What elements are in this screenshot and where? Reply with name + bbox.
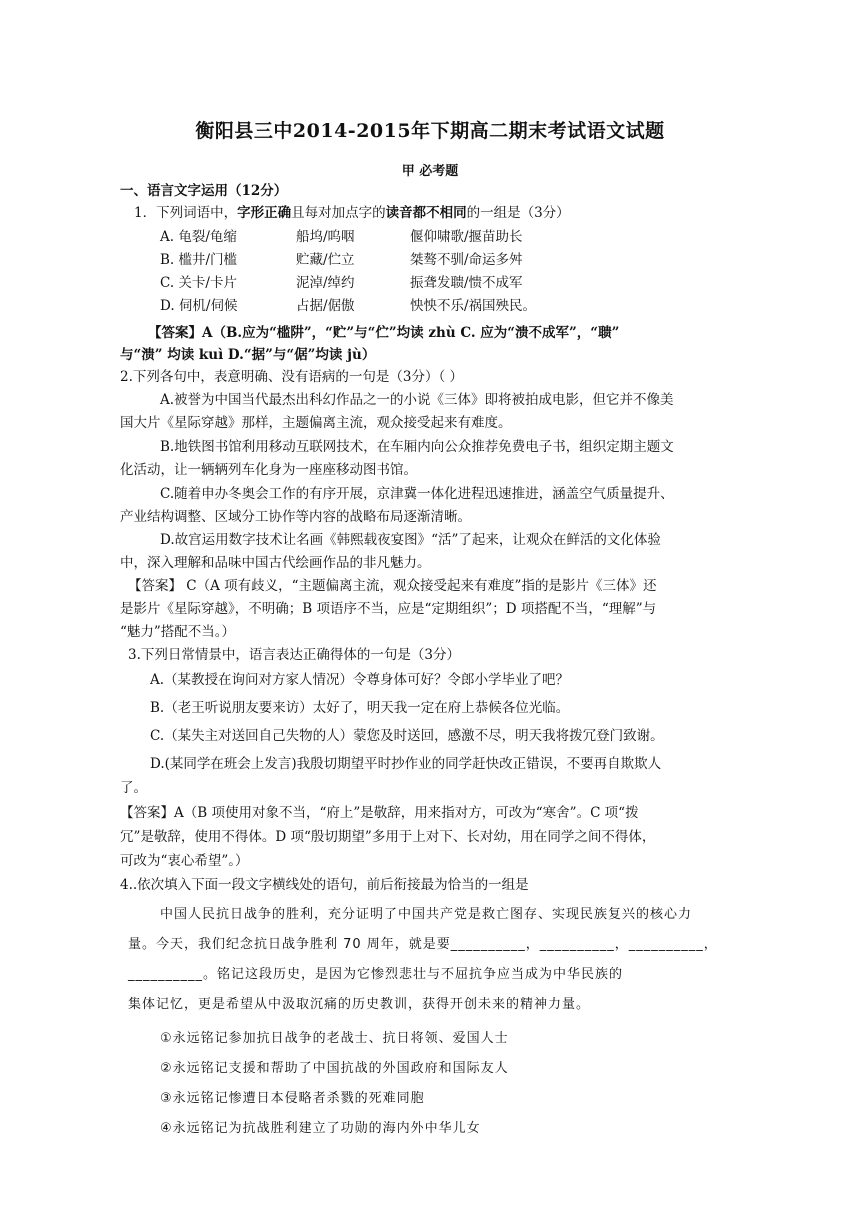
q1-option-row <box>160 227 760 247</box>
q3-option-b: B.（老王听说朋友要来访）太好了，明天我一定在府上恭候各位光临。 <box>150 700 570 716</box>
q3-answer-line: 冗”是敬辞，使用不得体。D 项“殷切期望”多用于上对下、长对幼，用在同学之间不得体， <box>120 829 656 845</box>
q4-stem: 4..依次填入下面一段文字横线处的语句，前后衔接最为恰当的一组是 <box>120 877 529 893</box>
q4-passage-line: __________。铭记这段历史，是因为它惨烈悲壮与不屈抗争应当成为中华民族的 <box>128 967 624 982</box>
q1-option-d-col2: 占据/倨傲 <box>296 298 355 314</box>
q2-answer-line: “魅力”搭配不当。） <box>120 624 236 640</box>
q1-option-row <box>160 296 760 316</box>
q2-option-d-cont: 中，深入理解和品味中国古代绘画作品的非凡魅力。 <box>120 555 431 571</box>
q1-option-b-col2: 贮藏/伫立 <box>296 252 355 268</box>
q1-option-b-col1: B. 槛井/门槛 <box>160 252 238 268</box>
q2-option-c: C.随着申办冬奥会工作的有序开展，京津冀一体化进程迅速推进，涵盖空气质量提升、 <box>160 486 674 502</box>
q1-option-c-col2: 泥淖/绰约 <box>296 275 355 291</box>
q2-answer-line: 【答案】 C（A 项有歧义，“主题偏离主流，观众接受起来有难度”指的是影片《三体》还 <box>128 578 657 594</box>
q3-option-d-cont: 了。 <box>120 780 147 796</box>
q2-option-d: D.故宫运用数字技术让名画《韩熙载夜宴图》“活”了起来，让观众在鲜活的文化体验 <box>160 532 661 548</box>
q1-stem-emphasis: 读音都不相同 <box>385 205 467 221</box>
q2-option-c-cont: 产业结构调整、区域分工协作等内容的战略布局逐渐清晰。 <box>120 509 471 525</box>
q4-option-1: ①永远铭记参加抗日战争的老战士、抗日将领、爱国人士 <box>160 1031 509 1046</box>
q3-option-c: C.（某失主对送回自己失物的人）蒙您及时送回，感激不尽，明天我将拨冗登门致谢。 <box>150 728 664 744</box>
q1-option-row <box>160 273 760 293</box>
q1-option-b-col3: 桀骜不驯/命运多舛 <box>410 252 523 268</box>
q4-passage-line: 中国人民抗日战争的胜利，充分证明了中国共产党是救亡图存、实现民族复兴的核心力 <box>160 907 693 922</box>
q4-option-3: ③永远铭记惨遭日本侵略者杀戮的死难同胞 <box>160 1091 425 1106</box>
q1-option-d-col1: D. 伺机/伺候 <box>160 298 238 314</box>
q4-passage-line: 集体记忆，更是希望从中汲取沉痛的历史教训，获得开创未来的精神力量。 <box>128 997 591 1012</box>
q3-stem: 3.下列日常情景中，语言表达正确得体的一句是（3分） <box>128 647 460 663</box>
q1-option-d-col3: 怏怏不乐/祸国殃民。 <box>410 298 537 314</box>
q4-option-2: ②永远铭记支援和帮助了中国抗战的外国政府和国际友人 <box>160 1061 509 1076</box>
q4-option-4: ④永远铭记为抗战胜利建立了功勋的海内外中华儿女 <box>160 1121 481 1136</box>
q1-answer-line: 【答案】A（B.应为“槛阱”，“贮”与“伫”均读 zhù C. 应为“溃不成军”，“聩” <box>148 325 620 341</box>
q2-option-b-cont: 化活动，让一辆辆列车化身为一座座移动图书馆。 <box>120 462 417 478</box>
q2-option-a: A.被誉为中国当代最杰出科幻作品之一的小说《三体》即将被拍成电影，但它并不像美 <box>160 392 674 408</box>
q1-option-row <box>160 250 760 270</box>
section-subtitle: 甲 必考题 <box>401 164 459 179</box>
q3-option-d: D.(某同学在班会上发言)我殷切期望平时抄作业的同学赶快改正错误，不要再自欺欺人 <box>150 756 662 772</box>
q2-answer-line: 是影片《星际穿越》，不明确；B 项语序不当，应是“定期组织”；D 项搭配不当，“理解”与 <box>120 601 657 617</box>
q1-option-a-col1: A. 龟裂/龟缩 <box>160 229 237 245</box>
q2-option-a-cont: 国大片《星际穿越》那样，主题偏离主流，观众接受起来有难度。 <box>120 415 512 431</box>
q3-answer-line: 可改为“衷心希望”。） <box>120 853 249 869</box>
q1-stem-part: 1．下列词语中， <box>134 205 238 221</box>
exam-title: 衡阳县三中2014-2015年下期高二期末考试语文试题 <box>195 120 665 142</box>
q1-answer-line: 与“溃” 均读 kuì D.“据”与“倨”均读 jù） <box>120 347 376 363</box>
q1-option-c-col3: 振聋发聩/愦不成军 <box>410 275 523 291</box>
q4-passage-line: 量。今天，我们纪念抗日战争胜利 70 周年，就是要__________，__________，__________， <box>128 937 718 952</box>
section-heading: 一、语言文字运用（12分） <box>120 183 288 199</box>
q1-stem <box>134 203 570 223</box>
q1-option-c-col1: C. 关卡/卡片 <box>160 275 237 291</box>
q3-answer-line: 【答案】A（B 项使用对象不当，“府上”是敬辞，用来指对方，可改为“寒舍”。C 项“拨 <box>120 805 639 821</box>
q1-stem-emphasis: 字形正确 <box>237 205 292 221</box>
q1-stem-part: 且每对加点字的 <box>291 205 386 221</box>
q1-stem-part: 的一组是（3分） <box>466 205 570 221</box>
q3-option-a: A.（某教授在询问对方家人情况）令尊身体可好？令郎小学毕业了吧？ <box>150 672 570 688</box>
q1-option-a-col2: 船坞/呜咽 <box>296 229 355 245</box>
q2-option-b: B.地铁图书馆利用移动互联网技术，在车厢内向公众推荐免费电子书，组织定期主题文 <box>160 439 674 455</box>
q2-stem: 2.下列各句中，表意明确、没有语病的一句是（3分）（ ） <box>120 369 464 385</box>
q1-option-a-col3: 偃仰啸歌/揠苗助长 <box>410 229 523 245</box>
